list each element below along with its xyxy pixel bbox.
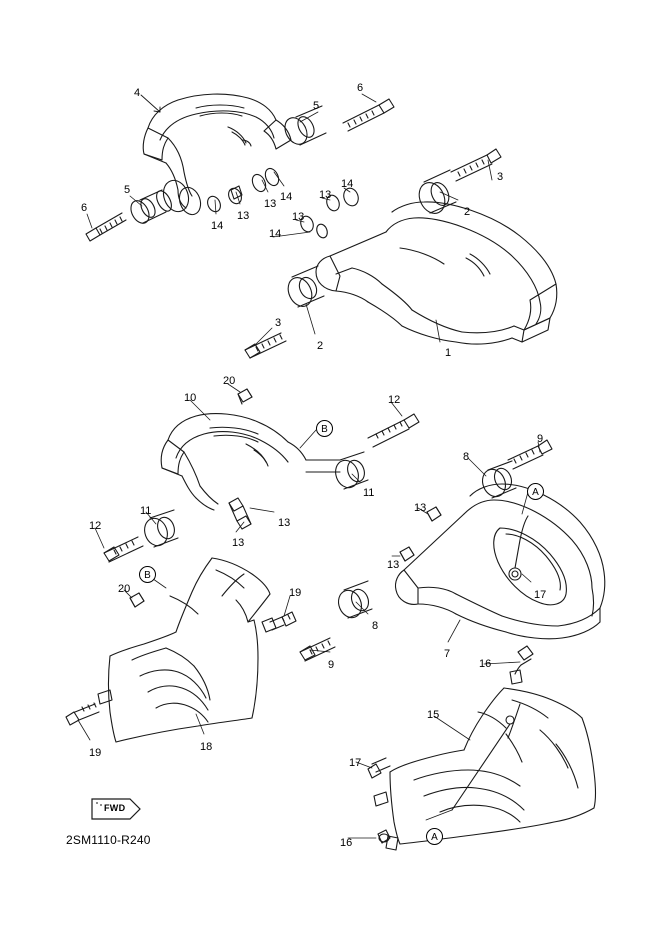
callout-number: 12 <box>89 520 102 532</box>
part-code-label: 2SM1110-R240 <box>66 833 151 847</box>
callout-number: 8 <box>463 451 470 463</box>
shield-part-15 <box>368 646 596 850</box>
callout-number: 20 <box>118 583 131 595</box>
callout-number: 9 <box>537 433 544 445</box>
callout-number: 13 <box>237 210 250 222</box>
callout-number: 16 <box>479 658 492 670</box>
callout-number: 3 <box>275 317 282 329</box>
callout-number: 9 <box>328 659 335 671</box>
callout-number: 10 <box>184 392 197 404</box>
callout-number: 17 <box>349 757 362 769</box>
callout-number: 1 <box>445 347 452 359</box>
callout-number: 15 <box>427 709 440 721</box>
callout-number: 2 <box>317 340 324 352</box>
callout-number: 13 <box>232 537 245 549</box>
callout-number: 5 <box>124 184 131 196</box>
fwd-label: FWD <box>104 803 126 813</box>
callout-number: 11 <box>140 505 152 517</box>
upper-arm-part-10 <box>104 389 419 562</box>
lower-arm-part-1 <box>245 149 557 358</box>
callout-number: 13 <box>292 211 305 223</box>
callout-number: 18 <box>200 741 213 753</box>
callout-number: 13 <box>414 502 427 514</box>
callout-number: 20 <box>223 375 236 387</box>
callout-circled: A <box>426 828 443 845</box>
callout-circled: A <box>527 483 544 500</box>
callout-number: 2 <box>464 206 471 218</box>
callout-number: 14 <box>211 220 224 232</box>
callout-number: 19 <box>289 587 302 599</box>
callout-number: 17 <box>534 589 547 601</box>
callout-number: 3 <box>497 171 504 183</box>
callout-circled: B <box>316 420 333 437</box>
callout-number: 13 <box>387 559 400 571</box>
callout-circled: B <box>139 566 156 583</box>
callout-number: 12 <box>388 394 401 406</box>
callout-number: 14 <box>341 178 354 190</box>
upper-arm-part-7 <box>300 440 605 661</box>
callout-number: 13 <box>264 198 277 210</box>
callout-number: 7 <box>444 648 451 660</box>
callout-number: 13 <box>319 189 332 201</box>
callout-number: 14 <box>280 191 293 203</box>
callout-number: 4 <box>134 87 141 99</box>
callout-number: 5 <box>313 100 320 112</box>
callout-number: 13 <box>278 517 291 529</box>
callout-number: 8 <box>372 620 379 632</box>
callout-number: 6 <box>357 82 364 94</box>
callout-number: 14 <box>269 228 282 240</box>
callout-number: 6 <box>81 202 88 214</box>
callout-number: 11 <box>363 487 375 499</box>
callout-number: 16 <box>340 837 353 849</box>
callout-number: 19 <box>89 747 102 759</box>
shield-part-18 <box>66 558 296 742</box>
leader-lines <box>78 94 540 838</box>
